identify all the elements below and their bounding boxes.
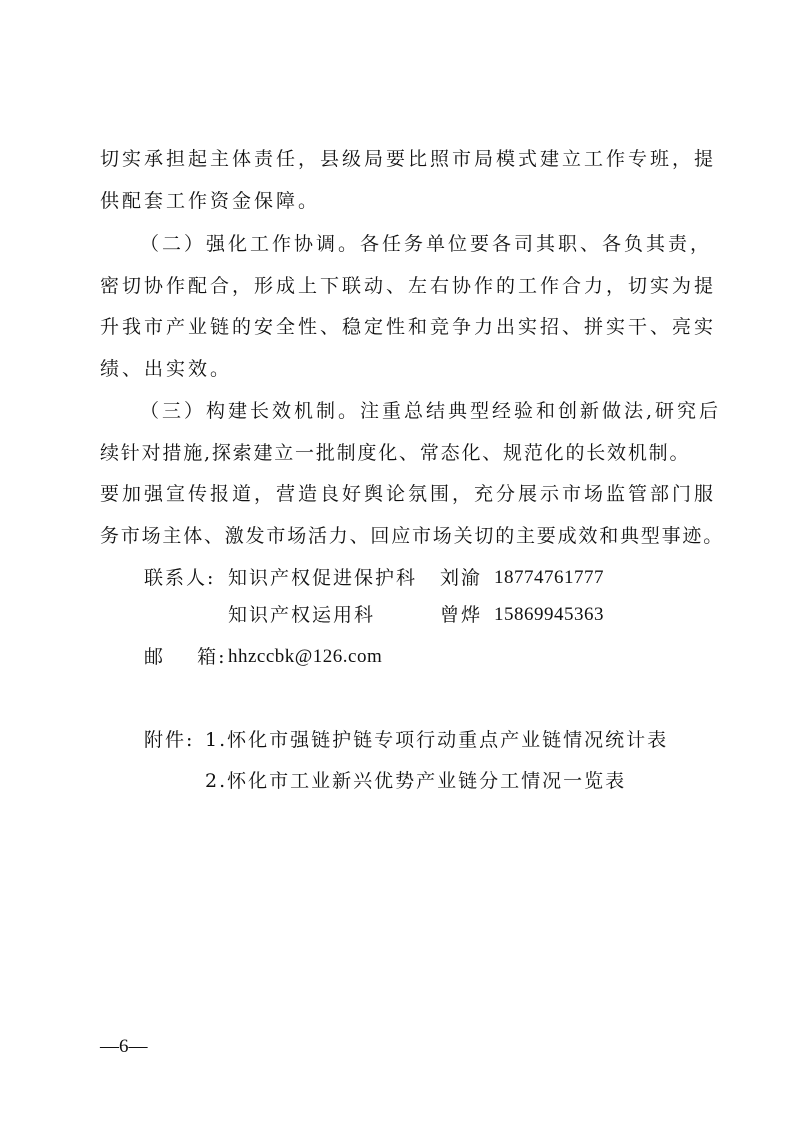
body-line-10: 务市场主体、激发市场活力、回应市场关切的主要成效和典型事迹。 bbox=[100, 525, 725, 547]
body-line-2: 供配套工作资金保障。 bbox=[100, 190, 321, 212]
body-line-8: 续针对措施,探索建立一批制度化、常态化、规范化的长效机制。 bbox=[100, 442, 691, 464]
attachment-item: 2.怀化市工业新兴优势产业链分工情况一览表 bbox=[205, 770, 627, 792]
body-line-5: 升我市产业链的安全性、稳定性和竞争力出实招、拼实干、亮实 bbox=[100, 316, 717, 338]
contact-name: 曾烨 bbox=[440, 604, 483, 626]
contact-label: 联系人: bbox=[144, 567, 216, 589]
body-line-9: 要加强宣传报道，营造良好舆论氛围，充分展示市场监管部门服 bbox=[100, 483, 717, 505]
contact-phone: 15869945363 bbox=[494, 604, 604, 625]
section-3-heading-line: （三）构建长效机制。注重总结典型经验和创新做法,研究后 bbox=[140, 400, 722, 422]
section-2-heading-line: （二）强化工作协调。各任务单位要各司其职、各负其责， bbox=[140, 233, 713, 255]
contact-name: 刘渝 bbox=[440, 567, 483, 589]
contact-dept: 知识产权运用科 bbox=[228, 604, 376, 626]
body-line-1: 切实承担起主体责任，县级局要比照市局模式建立工作专班，提 bbox=[100, 148, 717, 170]
contact-dept: 知识产权促进保护科 bbox=[228, 567, 418, 589]
email-address: hhzccbk@126.com bbox=[228, 646, 383, 667]
contact-phone: 18774761777 bbox=[494, 567, 604, 588]
page-number: —6— bbox=[100, 1036, 148, 1057]
email-label: 邮 箱: bbox=[144, 646, 227, 668]
body-line-4: 密切协作配合，形成上下联动、左右协作的工作合力，切实为提 bbox=[100, 275, 717, 297]
attachment-item: 1.怀化市强链护链专项行动重点产业链情况统计表 bbox=[205, 729, 669, 751]
body-line-6: 绩、出实效。 bbox=[100, 358, 233, 380]
attachments-label: 附件: bbox=[144, 729, 195, 751]
